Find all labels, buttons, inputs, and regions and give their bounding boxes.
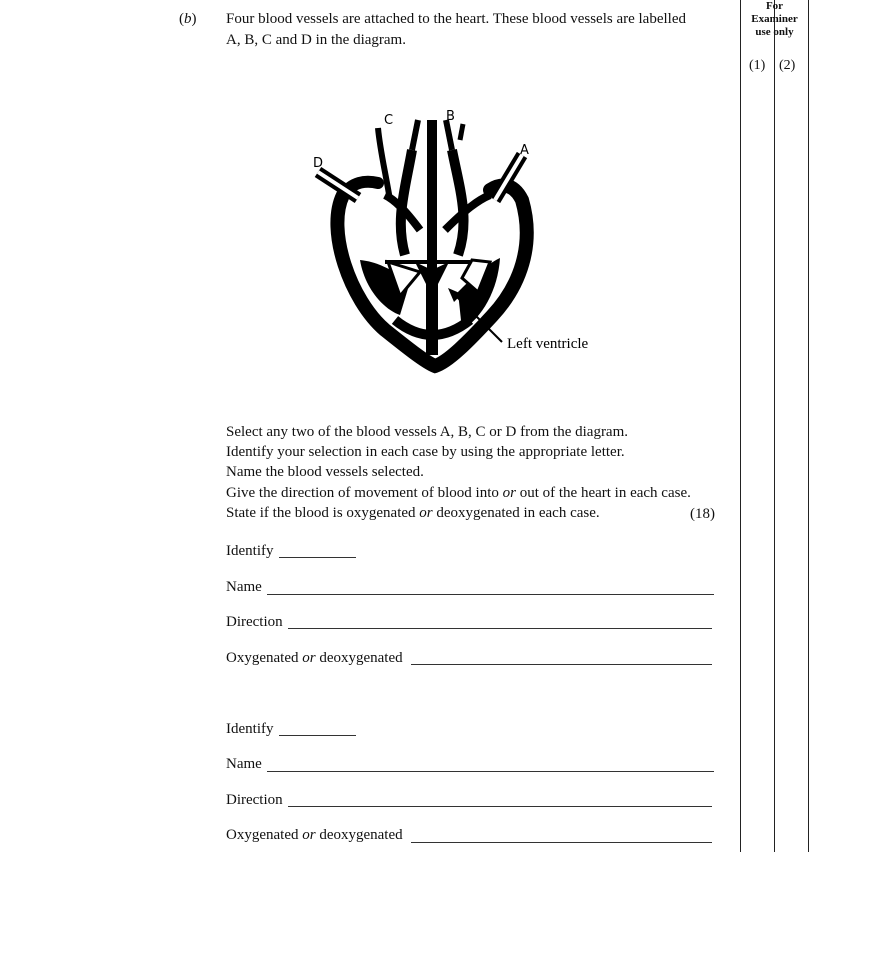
examiner-border-left [740, 0, 741, 852]
examiner-heading-line1: For [765, 0, 784, 12]
deoxygenated-text-1: deoxygenated [315, 650, 403, 666]
oxygenated-answer-line-1[interactable] [411, 664, 712, 665]
instruction-line1: Select any two of the blood vessels A, B, C or D from the diagram. [226, 424, 629, 440]
label-c: C [384, 113, 394, 128]
heart-diagram [300, 100, 600, 380]
examiner-heading [741, 0, 808, 39]
question-intro-line1: Four blood vessels are attached to the heart. These blood vessels are labelled [226, 11, 686, 27]
direction-answer-line-1[interactable] [288, 628, 712, 629]
part-label [179, 9, 197, 29]
instruction-line3: Name the blood vessels selected. [226, 464, 424, 480]
question-intro-line2: A, B, C and D in the diagram. [226, 32, 406, 48]
instruction-line5-or: or [419, 505, 433, 521]
identify-answer-line-1[interactable] [279, 557, 356, 558]
label-left-ventricle: Left ventricle [507, 336, 589, 352]
label-a: A [520, 143, 529, 158]
examiner-border-right [808, 0, 809, 852]
deoxygenated-text-2: deoxygenated [315, 827, 403, 843]
direction-label-2: Direction [226, 792, 283, 808]
oxygenated-label-1 [226, 648, 403, 668]
instruction-line4 [226, 483, 691, 503]
label-d: D [313, 156, 324, 171]
oxygenated-or-2: or [302, 827, 316, 843]
oxygenated-or-1: or [302, 650, 316, 666]
part-letter: b [184, 11, 192, 27]
instruction-line5-end: deoxygenated in each case. [432, 505, 600, 521]
instruction-line4-end: out of the heart in each case. [515, 485, 691, 501]
instruction-line4-start: Give the direction of movement of blood into [226, 485, 503, 501]
examiner-heading-line3: use only [755, 26, 794, 38]
name-answer-line-2[interactable] [267, 771, 714, 772]
identify-label-2: Identify [226, 721, 274, 737]
oxygenated-answer-line-2[interactable] [411, 842, 712, 843]
identify-answer-line-2[interactable] [279, 735, 356, 736]
instruction-line5 [226, 503, 600, 523]
oxygenated-text-1: Oxygenated [226, 650, 303, 666]
examiner-column-2: (2) [779, 58, 796, 73]
examiner-heading-line2: Examiner [751, 13, 798, 25]
examiner-column-1: (1) [749, 58, 766, 73]
part-label-close: ) [191, 11, 197, 27]
name-label-2: Name [226, 756, 262, 772]
instruction-line4-or: or [502, 485, 516, 501]
instruction-line5-start: State if the blood is oxygenated [226, 505, 420, 521]
name-label-1: Name [226, 579, 262, 595]
oxygenated-label-2 [226, 825, 403, 845]
part-label-open: ( [179, 11, 184, 27]
examiner-divider [774, 0, 775, 852]
identify-label-1: Identify [226, 543, 274, 559]
direction-answer-line-2[interactable] [288, 806, 712, 807]
oxygenated-text-2: Oxygenated [226, 827, 303, 843]
marks: (18) [690, 506, 715, 522]
vessel-c [378, 128, 390, 200]
label-b: B [446, 109, 455, 124]
instruction-line2: Identify your selection in each case by using the appropriate letter. [226, 444, 625, 460]
direction-label-1: Direction [226, 614, 283, 630]
name-answer-line-1[interactable] [267, 594, 714, 595]
